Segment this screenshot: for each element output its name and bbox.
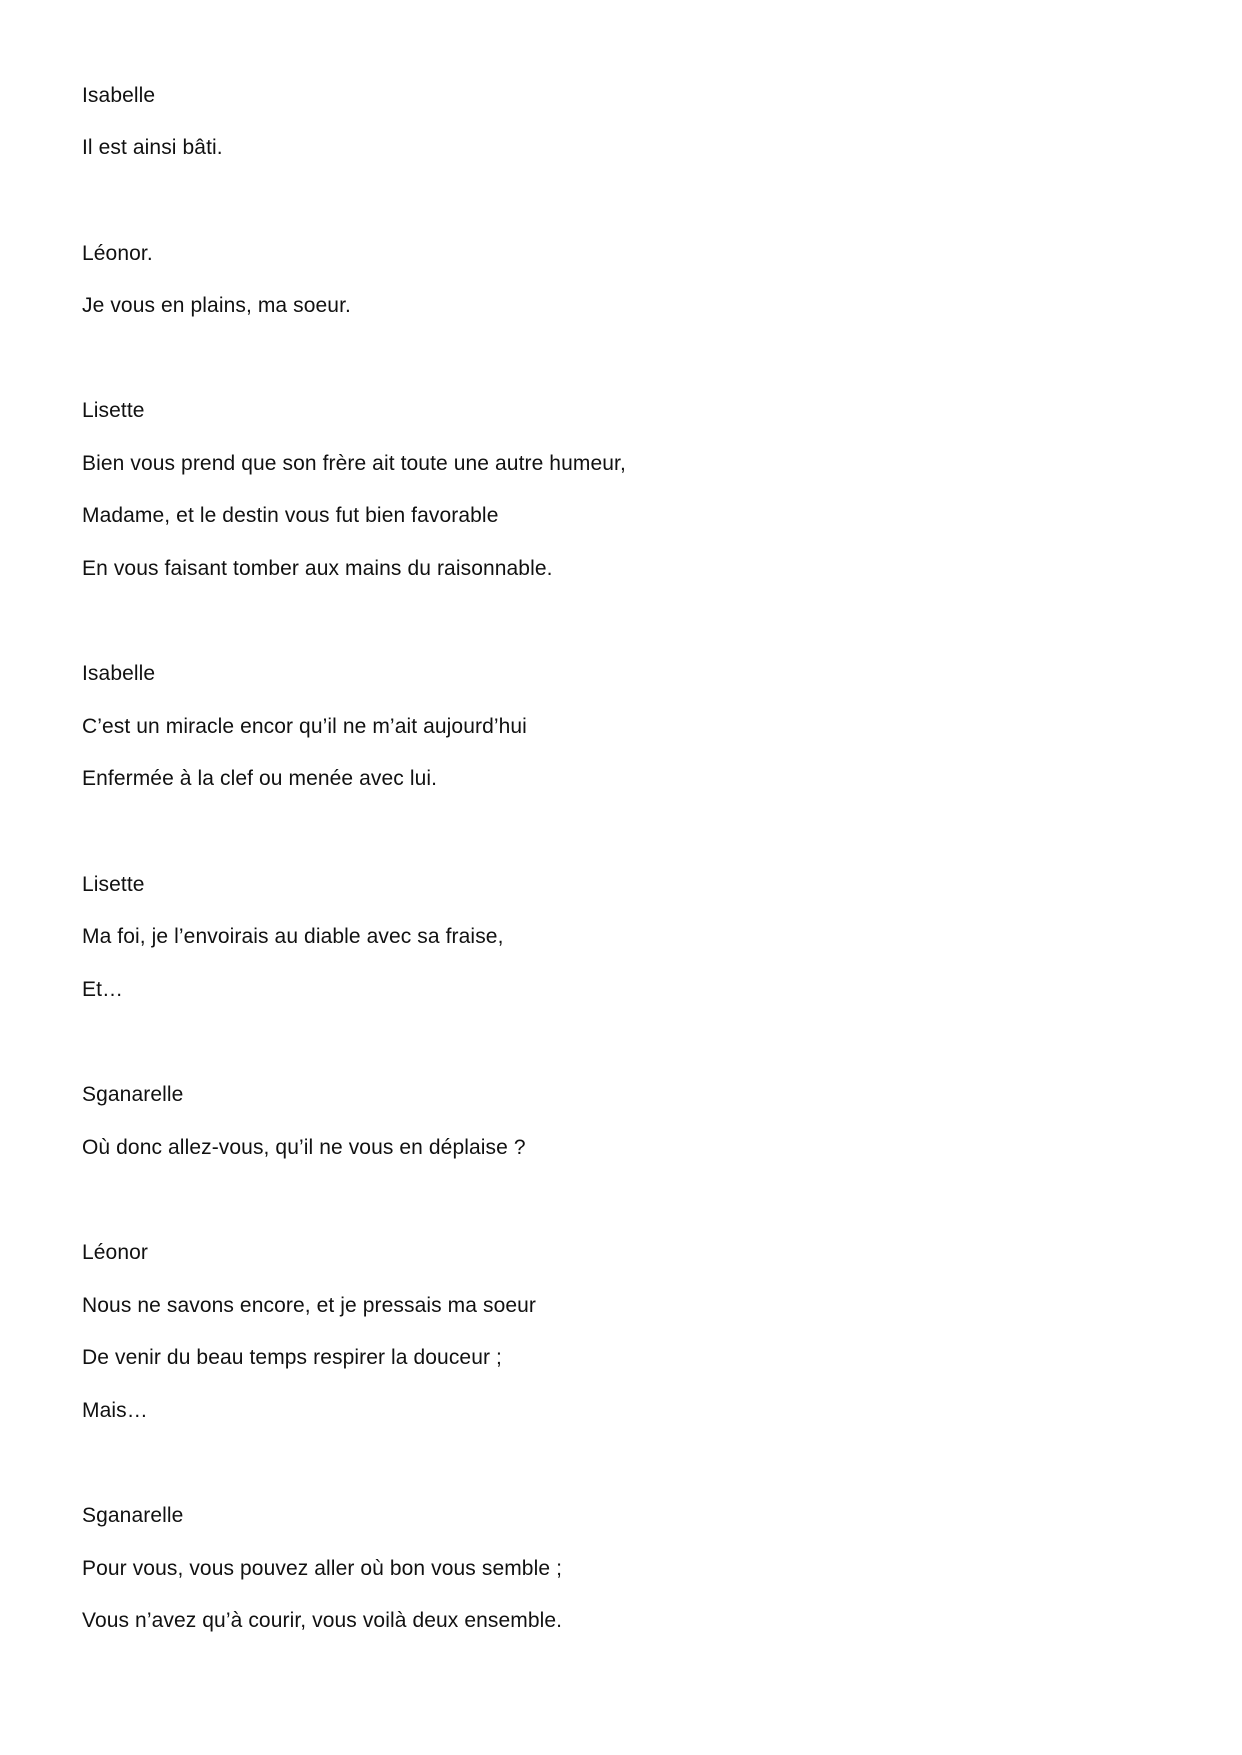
speaker-name: Lisette xyxy=(82,873,145,896)
speaker-name: Sganarelle xyxy=(82,1083,184,1106)
dialogue-line: Madame, et le destin vous fut bien favorable xyxy=(82,504,499,527)
speaker-name: Léonor. xyxy=(82,242,153,265)
dialogue-line: Et… xyxy=(82,978,124,1001)
dialogue-line: Vous n’avez qu’à courir, vous voilà deux ensemble. xyxy=(82,1609,563,1632)
dialogue-line: Bien vous prend que son frère ait toute une autre humeur, xyxy=(82,452,626,475)
dialogue-line: Ma foi, je l’envoirais au diable avec sa fraise, xyxy=(82,925,504,948)
speaker-name: Isabelle xyxy=(82,662,156,685)
dialogue-line: Où donc allez-vous, qu’il ne vous en déplaise ? xyxy=(82,1136,526,1159)
dialogue-line: Enfermée à la clef ou menée avec lui. xyxy=(82,767,438,790)
dialogue-line: C’est un miracle encor qu’il ne m’ait aujourd’hui xyxy=(82,715,527,738)
speaker-name: Lisette xyxy=(82,399,145,422)
dialogue-line: Il est ainsi bâti. xyxy=(82,136,223,159)
dialogue-line: Nous ne savons encore, et je pressais ma soeur xyxy=(82,1294,536,1317)
dialogue-line: En vous faisant tomber aux mains du raisonnable. xyxy=(82,557,553,580)
speaker-name: Sganarelle xyxy=(82,1504,184,1527)
dialogue-line: Pour vous, vous pouvez aller où bon vous semble ; xyxy=(82,1557,563,1580)
speaker-name: Isabelle xyxy=(82,84,156,107)
dialogue-line: De venir du beau temps respirer la douceur ; xyxy=(82,1346,502,1369)
speaker-name: Léonor xyxy=(82,1241,148,1264)
dialogue-line: Je vous en plains, ma soeur. xyxy=(82,294,351,317)
dialogue-line: Mais… xyxy=(82,1399,148,1422)
